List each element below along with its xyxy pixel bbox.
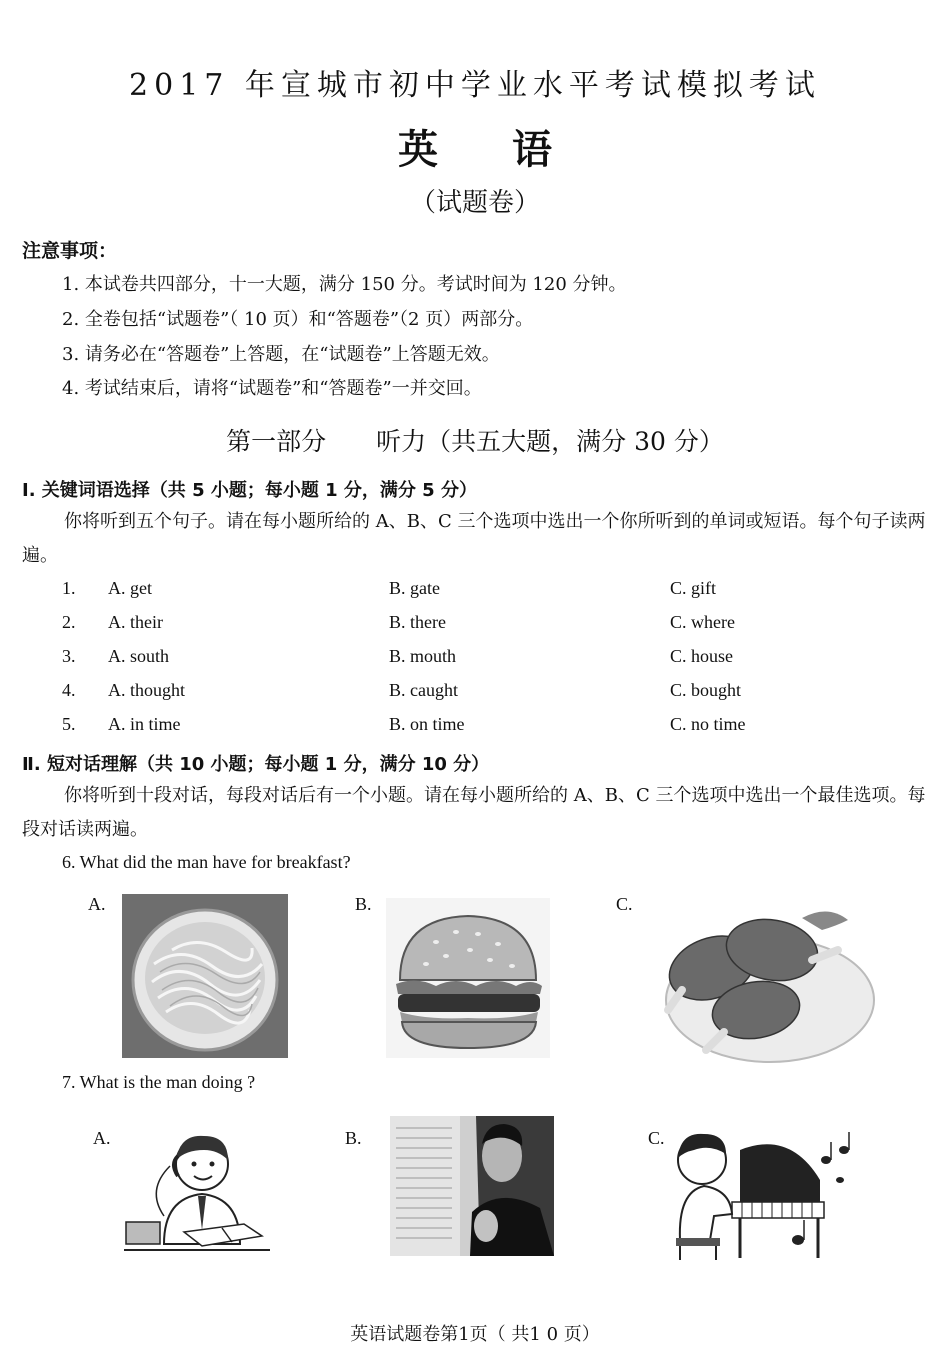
question-row: [62, 646, 922, 676]
section-heading: Ⅰ. 关键词语选择（共 5 小题；每小题 1 分，满分 5 分）: [22, 480, 477, 501]
option-c: C. where: [670, 612, 735, 632]
option-a: A. their: [108, 612, 163, 632]
question-row: [62, 578, 922, 608]
man-on-phone-image: [124, 1120, 270, 1256]
option-a: A. thought: [108, 680, 186, 700]
section-instructions: 你将听到十段对话，每段对话后有一个小题。请在每小题所给的 A、B、C 三个选项中选出一个最佳选项。每段对话读两遍。: [22, 785, 926, 840]
notice-heading: 注意事项：: [22, 240, 118, 262]
option-label: B.: [355, 894, 372, 914]
chicken-legs-image: [652, 890, 878, 1066]
option-label: A.: [93, 1128, 111, 1148]
notice-item: 3. 请务必在“答题卷”上答题，在“试题卷”上答题无效。: [62, 344, 500, 365]
question-number: 3.: [62, 646, 76, 666]
notice-item: 2. 全卷包括“试题卷”（ 10 页）和“答题卷”（2 页）两部分。: [62, 309, 534, 330]
option-label: A.: [88, 894, 106, 914]
notice-item: 4. 考试结束后，请将“试题卷”和“答题卷”一并交回。: [62, 378, 482, 399]
option-b: B. on time: [389, 714, 465, 734]
section-instructions: 你将听到五个句子。请在每小题所给的 A、B、C 三个选项中选出一个你所听到的单词或短语。每个句子读两遍。: [22, 511, 926, 566]
option-a: A. south: [108, 646, 170, 666]
question-7-text: 7. What is the man doing ?: [62, 1072, 256, 1092]
option-a: A. get: [108, 578, 152, 598]
section-heading: Ⅱ. 短对话理解（共 10 小题；每小题 1 分，满分 10 分）: [22, 754, 490, 775]
option-label: B.: [345, 1128, 362, 1148]
question-row: [62, 680, 922, 710]
option-b: B. caught: [389, 680, 458, 700]
option-a: A. in time: [108, 714, 181, 734]
part-title: 第一部分 听力（共五大题，满分 30 分）: [226, 427, 724, 456]
hamburger-image: [386, 898, 550, 1058]
option-c: C. house: [670, 646, 733, 666]
page-footer: 英语试题卷第1页（ 共1 0 页）: [350, 1324, 600, 1345]
question-number: 1.: [62, 578, 76, 598]
question-row: [62, 612, 922, 642]
option-b: B. there: [389, 612, 446, 632]
option-c: C. bought: [670, 680, 742, 700]
question-number: 5.: [62, 714, 76, 734]
question-6-text: 6. What did the man have for breakfast?: [62, 852, 351, 872]
question-number: 4.: [62, 680, 76, 700]
option-b: B. mouth: [389, 646, 457, 666]
exam-title: 2017 年宣城市初中学业水平考试模拟考试: [129, 68, 821, 103]
paper-type: （试题卷）: [409, 188, 540, 218]
option-label: C.: [616, 894, 633, 914]
option-b: B. gate: [389, 578, 440, 598]
noodles-image: [122, 894, 288, 1058]
boy-playing-piano-image: [670, 1120, 860, 1262]
subject-title: 英 语: [398, 127, 552, 173]
question-number: 2.: [62, 612, 76, 632]
option-c: C. gift: [670, 578, 717, 598]
man-reading-newspaper-image: [390, 1116, 554, 1256]
notice-item: 1. 本试卷共四部分，十一大题，满分 150 分。考试时间为 120 分钟。: [62, 274, 627, 295]
option-label: C.: [648, 1128, 665, 1148]
option-c: C. no time: [670, 714, 746, 734]
question-row: [62, 714, 922, 744]
